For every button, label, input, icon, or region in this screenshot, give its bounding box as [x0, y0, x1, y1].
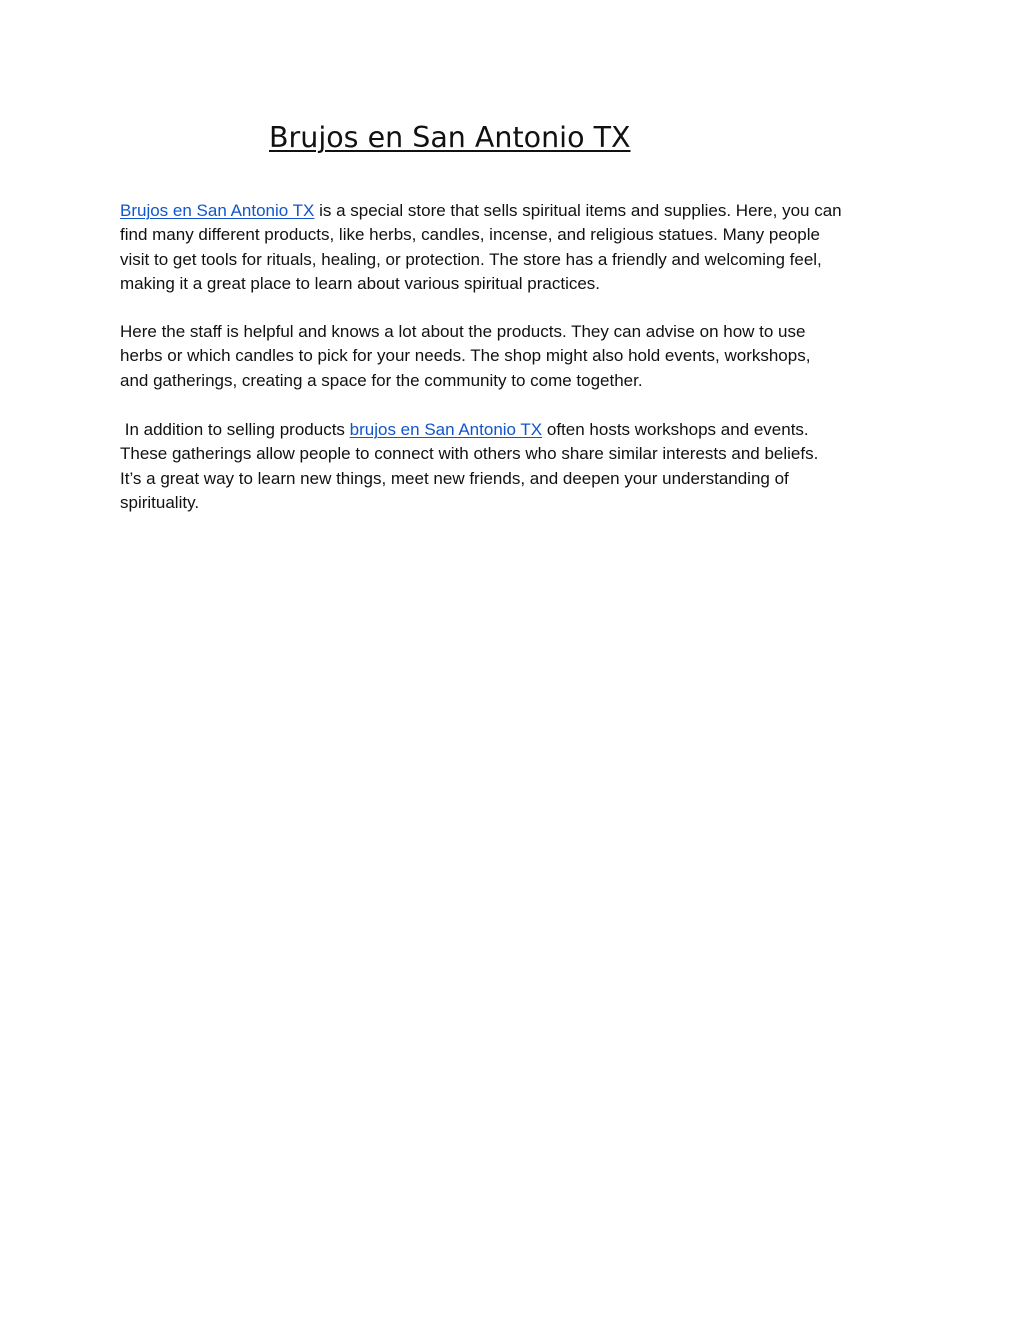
paragraph-text: often hosts workshops and events.: [542, 420, 809, 439]
paragraph-text: In addition to selling products: [120, 420, 350, 439]
paragraph-line: Here the staff is helpful and knows a lot about the products. They can advise on how to use: [120, 322, 806, 341]
paragraph-line: making it a great place to learn about various spiritual practices.: [120, 273, 601, 293]
brujos-link-inline[interactable]: brujos en San Antonio TX: [349, 420, 543, 439]
document-title: Brujos en San Antonio TX: [269, 121, 631, 154]
paragraph-line: spirituality.: [120, 492, 200, 512]
paragraph-line: find many different products, like herbs, candles, incense, and religious statues. Many people: [120, 225, 820, 245]
paragraph-line: [120, 199, 910, 223]
paragraph-line: herbs or which candles to pick for your needs. The shop might also hold events, workshops,: [120, 346, 811, 366]
paragraph-line: [120, 418, 910, 442]
paragraph-intro: [120, 199, 910, 296]
paragraph-line: It’s a great way to learn new things, meet new friends, and deepen your understanding of: [120, 468, 789, 488]
paragraph-line: and gatherings, creating a space for the community to come together.: [120, 370, 643, 390]
paragraph-line: These gatherings allow people to connect with others who share similar interests and beliefs.: [120, 444, 819, 464]
paragraph-text: is a special store that sells spiritual items and supplies. Here, you can: [314, 201, 842, 220]
paragraph-line: visit to get tools for rituals, healing, or protection. The store has a friendly and welcoming feel,: [120, 249, 822, 269]
paragraph-workshops: [120, 418, 910, 515]
brujos-link[interactable]: Brujos en San Antonio TX: [120, 201, 315, 220]
paragraph-staff: [120, 320, 910, 393]
